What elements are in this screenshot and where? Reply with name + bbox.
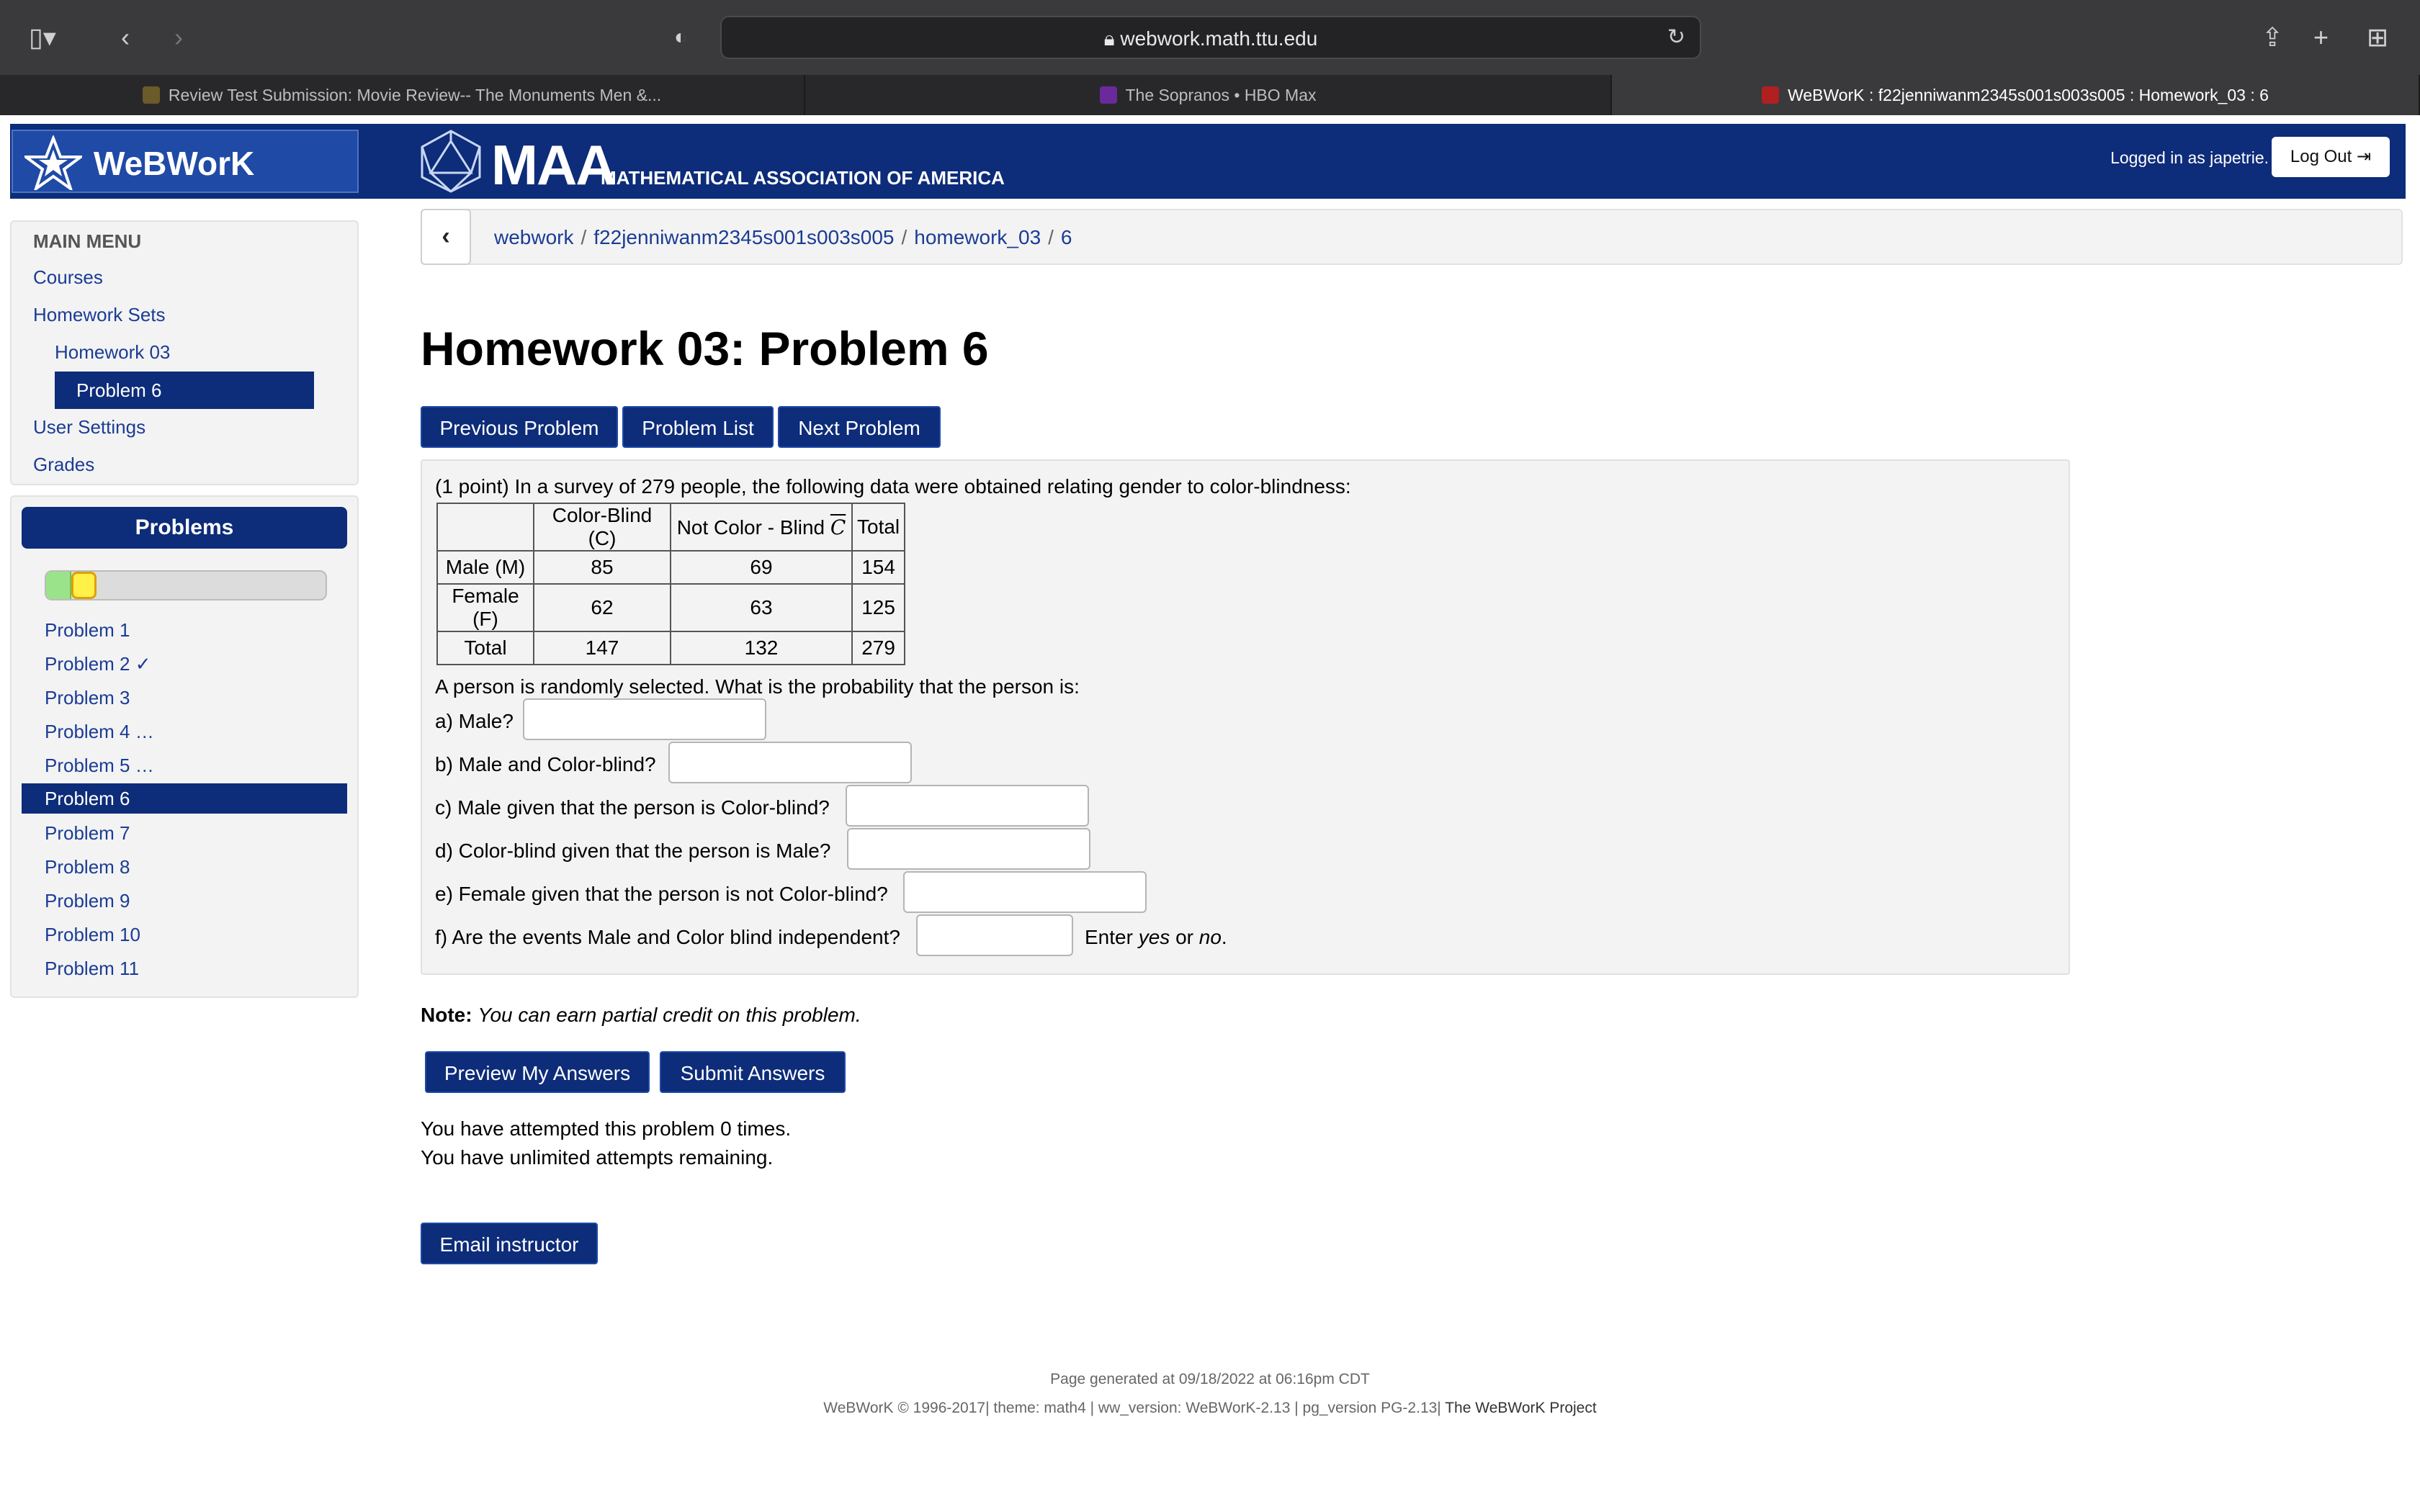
submit-answers-button[interactable]: Submit Answers xyxy=(660,1051,846,1093)
table-row xyxy=(437,584,905,631)
attempts-remaining: You have unlimited attempts remaining. xyxy=(421,1146,774,1169)
progress-current xyxy=(71,572,97,599)
breadcrumb-webwork[interactable]: webwork xyxy=(494,226,574,248)
answer-e-input[interactable] xyxy=(903,871,1147,913)
problem-link-3[interactable]: Problem 3 xyxy=(45,687,130,708)
hbo-max-icon xyxy=(1100,86,1117,104)
problem-link-4[interactable]: Problem 4 … xyxy=(45,721,154,742)
email-instructor-button[interactable]: Email instructor xyxy=(421,1223,598,1264)
table-cell: 132 xyxy=(671,631,852,665)
reload-icon[interactable]: ↻ xyxy=(1667,25,1685,49)
problem-link-9[interactable]: Problem 9 xyxy=(45,890,130,912)
contingency-table xyxy=(436,503,905,665)
tab-overview-icon[interactable]: ⊞ xyxy=(2367,22,2389,52)
menu-grades[interactable]: Grades xyxy=(33,454,95,475)
previous-problem-button[interactable]: Previous Problem xyxy=(421,406,618,448)
menu-homework-03[interactable]: Homework 03 xyxy=(55,341,171,363)
webwork-project-link[interactable]: The WeBWorK Project xyxy=(1445,1400,1597,1416)
table-cell: 62 xyxy=(534,584,671,631)
breadcrumb-back-button[interactable]: ‹ xyxy=(421,209,471,265)
tab-bar xyxy=(0,75,2420,115)
menu-courses[interactable]: Courses xyxy=(33,266,103,288)
problem-link-1[interactable]: Problem 1 xyxy=(45,619,130,641)
answer-a-input[interactable] xyxy=(523,698,766,740)
tab-review-test[interactable]: Review Test Submission: Movie Review-- The Monuments Men &... xyxy=(0,75,805,115)
part-e-label: e) Female given that the person is not Color-blind? xyxy=(435,883,888,905)
blackboard-icon xyxy=(143,86,160,104)
webwork-header: WeBWorK MAA MATHEMATICAL ASSOCIATION OF AMERICA Logged in as japetrie. Log Out ⇥ xyxy=(10,124,2406,199)
table-cell: 69 xyxy=(671,551,852,584)
webwork-logo[interactable]: WeBWorK xyxy=(12,130,359,193)
shield-icon[interactable]: ◐ xyxy=(674,25,688,49)
answer-c-input[interactable] xyxy=(846,785,1089,827)
problem-link-7[interactable]: Problem 7 xyxy=(45,822,130,844)
breadcrumb: ‹ webwork / f22jenniwanm2345s001s003s005 / homework_03 / 6 xyxy=(421,209,2403,265)
answer-b-input[interactable] xyxy=(668,742,912,783)
logged-in-status: Logged in as japetrie. xyxy=(2110,148,2269,167)
next-problem-button[interactable]: Next Problem xyxy=(778,406,941,448)
problem-link-10[interactable]: Problem 10 xyxy=(45,924,140,945)
share-icon[interactable]: ⇪ xyxy=(2262,22,2284,52)
table-cell: 147 xyxy=(534,631,671,665)
problem-link-8[interactable]: Problem 8 xyxy=(45,856,130,878)
part-d-label: d) Color-blind given that the person is Male? xyxy=(435,840,831,862)
breadcrumb-course[interactable]: f22jenniwanm2345s001s003s005 xyxy=(593,226,895,248)
sign-out-icon: ⇥ xyxy=(2356,147,2372,166)
table-cell: Female (F) xyxy=(437,584,534,631)
url-text: webwork.math.ttu.edu xyxy=(1120,27,1318,50)
table-cell: 125 xyxy=(852,584,905,631)
part-a-label: a) Male? xyxy=(435,710,514,732)
page-title: Homework 03: Problem 6 xyxy=(421,322,989,375)
yes-no-hint: Enter yes or no. xyxy=(1085,926,1227,948)
progress-bar xyxy=(45,570,327,600)
part-b-label: b) Male and Color-blind? xyxy=(435,753,656,775)
sidebar-toggle-icon[interactable]: ▯▾ xyxy=(29,22,56,52)
table-cell: 154 xyxy=(852,551,905,584)
log-out-button[interactable]: Log Out ⇥ xyxy=(2272,137,2390,177)
preview-answers-button[interactable]: Preview My Answers xyxy=(425,1051,650,1093)
table-cell: Male (M) xyxy=(437,551,534,584)
table-cell: 85 xyxy=(534,551,671,584)
new-tab-icon[interactable]: + xyxy=(2313,22,2329,52)
breadcrumb-set[interactable]: homework_03 xyxy=(914,226,1041,248)
problem-link-2[interactable]: Problem 2 ✓ xyxy=(45,653,151,675)
problem-list-button[interactable]: Problem List xyxy=(622,406,774,448)
back-arrow-icon[interactable]: ‹ xyxy=(121,22,130,52)
menu-user-settings[interactable]: User Settings xyxy=(33,416,146,438)
table-header-cell xyxy=(437,503,534,551)
attempts-count: You have attempted this problem 0 times. xyxy=(421,1117,792,1140)
problems-panel xyxy=(10,495,359,998)
problem-intro: (1 point) In a survey of 279 people, the following data were obtained relating gender to color-blindness: xyxy=(435,475,1351,498)
progress-correct xyxy=(46,572,71,599)
table-cell: 63 xyxy=(671,584,852,631)
main-menu-title: MAIN MENU xyxy=(33,230,142,252)
address-bar[interactable] xyxy=(720,16,1701,59)
forward-arrow-icon[interactable]: › xyxy=(174,22,183,52)
menu-problem-6[interactable]: Problem 6 xyxy=(55,372,314,409)
ttu-icon xyxy=(1762,86,1779,104)
table-header-cell: Color-Blind (C) xyxy=(534,503,671,551)
table-row xyxy=(437,631,905,665)
answer-f-input[interactable] xyxy=(916,914,1073,956)
footer-credits: WeBWorK © 1996-2017| theme: math4 | ww_version: WeBWorK-2.13 | pg_version PG-2.13| The WeBWorK Project xyxy=(823,1400,1597,1416)
webwork-star-icon xyxy=(24,135,82,190)
partial-credit-note: Note: You can earn partial credit on this problem. xyxy=(421,1004,861,1026)
answer-d-input[interactable] xyxy=(847,828,1090,870)
page-generated-time: Page generated at 09/18/2022 at 06:16pm CDT xyxy=(1050,1371,1370,1387)
table-header-row xyxy=(437,503,905,551)
tab-sopranos[interactable]: The Sopranos • HBO Max xyxy=(805,75,1612,115)
menu-homework-sets[interactable]: Homework Sets xyxy=(33,304,166,325)
breadcrumb-problem[interactable]: 6 xyxy=(1060,226,1072,248)
table-header-cell: Total xyxy=(852,503,905,551)
table-header-cell: Not Color - Blind $\overline{C}$ xyxy=(671,503,852,551)
lock-icon: 🔒︎ xyxy=(1103,27,1121,50)
browser-toolbar xyxy=(0,0,2420,75)
problem-link-5[interactable]: Problem 5 … xyxy=(45,755,154,776)
table-cell: Total xyxy=(437,631,534,665)
main-menu xyxy=(10,220,359,485)
problem-link-11[interactable]: Problem 11 xyxy=(45,958,140,979)
question-text: A person is randomly selected. What is the probability that the person is: xyxy=(435,675,1080,698)
tab-webwork[interactable]: WeBWorK : f22jenniwanm2345s001s003s005 : Homework_03 : 6 xyxy=(1612,75,2420,115)
problem-body xyxy=(421,459,2070,975)
part-c-label: c) Male given that the person is Color-blind? xyxy=(435,796,830,819)
maa-icosahedron-icon xyxy=(418,128,484,194)
problems-title: Problems xyxy=(22,507,347,549)
part-f-label: f) Are the events Male and Color blind independent? xyxy=(435,926,900,948)
table-cell: 279 xyxy=(852,631,905,665)
problem-link-6[interactable]: Problem 6 xyxy=(22,783,347,814)
table-row xyxy=(437,551,905,584)
